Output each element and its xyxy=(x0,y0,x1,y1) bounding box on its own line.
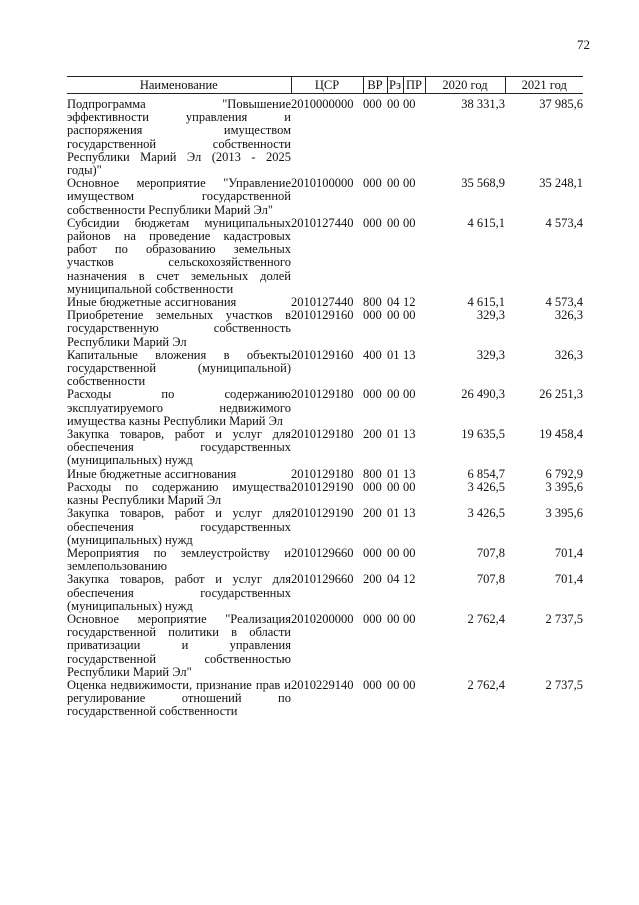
row-pr: 00 xyxy=(403,387,416,402)
table-row xyxy=(67,507,583,547)
row-amount-2020: 38 331,3 xyxy=(461,97,505,111)
row-vr: 000 xyxy=(363,479,382,494)
row-vr: 000 xyxy=(363,308,382,323)
row-amount-2020: 35 568,9 xyxy=(461,176,505,191)
row-rz: 01 xyxy=(387,427,400,442)
row-amount-2020: 19 635,5 xyxy=(461,427,505,442)
row-amount-2020: 4 615,1 xyxy=(467,295,505,310)
row-pr: 00 xyxy=(403,677,416,692)
row-csr: 2010127440 xyxy=(291,215,354,230)
row-csr: 2010129190 xyxy=(291,479,354,494)
header-2021: 2021 год xyxy=(505,77,583,94)
row-amount-2021: 3 395,6 xyxy=(545,506,583,521)
row-vr: 000 xyxy=(363,677,382,692)
row-amount-2021: 4 573,4 xyxy=(545,295,583,310)
row-csr: 2010129660 xyxy=(291,545,354,560)
row-amount-2021: 6 792,9 xyxy=(545,466,583,481)
row-csr: 2010129180 xyxy=(291,427,354,442)
row-rz: 00 xyxy=(387,387,400,402)
row-amount-2020: 3 426,5 xyxy=(467,506,505,521)
row-vr: 000 xyxy=(363,387,382,402)
row-amount-2020: 2 762,4 xyxy=(467,611,505,626)
header-name: Наименование xyxy=(67,77,291,94)
row-pr: 00 xyxy=(403,215,416,230)
row-rz: 00 xyxy=(387,677,400,692)
page-number: 72 xyxy=(577,37,590,52)
table-body xyxy=(67,98,583,719)
row-pr: 12 xyxy=(403,295,416,310)
row-rz: 01 xyxy=(387,347,400,362)
row-pr: 13 xyxy=(403,347,416,362)
row-amount-2021: 37 985,6 xyxy=(539,97,583,111)
header-2020: 2020 год xyxy=(425,77,505,94)
row-amount-2020: 329,3 xyxy=(476,308,505,323)
row-amount-2021: 2 737,5 xyxy=(545,611,583,626)
row-amount-2020: 329,3 xyxy=(476,347,505,362)
row-vr: 000 xyxy=(363,611,382,626)
row-vr: 000 xyxy=(363,215,382,230)
table-row xyxy=(67,679,583,719)
row-amount-2020: 3 426,5 xyxy=(467,479,505,494)
row-amount-2021: 701,4 xyxy=(554,545,583,560)
row-csr: 2010129160 xyxy=(291,347,354,362)
table-row xyxy=(67,428,583,468)
table-header-row xyxy=(67,77,583,94)
row-amount-2020: 26 490,3 xyxy=(461,387,505,402)
table-row xyxy=(67,468,583,481)
row-amount-2020: 707,8 xyxy=(476,545,505,560)
row-amount-2021: 35 248,1 xyxy=(539,176,583,191)
table-row xyxy=(67,309,583,349)
row-pr: 00 xyxy=(403,611,416,626)
row-name: Иные бюджетные ассигнования xyxy=(67,466,237,481)
table-row xyxy=(67,177,583,217)
row-name: Приобретение земельных участков в государственную собственность Республики Марий Эл xyxy=(67,308,291,349)
row-vr: 200 xyxy=(363,427,382,442)
header-rz: Рз xyxy=(387,77,403,94)
header-vr: ВР xyxy=(363,77,387,94)
row-pr: 00 xyxy=(403,545,416,560)
row-vr: 000 xyxy=(363,97,382,111)
row-pr: 13 xyxy=(403,466,416,481)
row-pr: 13 xyxy=(403,427,416,442)
row-name: Иные бюджетные ассигнования xyxy=(67,295,237,310)
row-csr: 2010129180 xyxy=(291,387,354,402)
table-row xyxy=(67,349,583,389)
row-rz: 04 xyxy=(387,295,400,310)
row-name: Основное мероприятие "Реализация государственной политики в области приватизации и управления государственной собственностью Республики Марий Эл" xyxy=(67,611,291,679)
row-rz: 00 xyxy=(387,611,400,626)
row-rz: 00 xyxy=(387,308,400,323)
row-csr: 2010200000 xyxy=(291,611,354,626)
row-amount-2021: 326,3 xyxy=(554,308,583,323)
table-row xyxy=(67,613,583,679)
row-csr: 2010229140 xyxy=(291,677,354,692)
row-rz: 00 xyxy=(387,545,400,560)
row-amount-2020: 707,8 xyxy=(476,572,505,587)
row-rz: 04 xyxy=(387,572,400,587)
row-csr: 2010000000 xyxy=(291,97,354,111)
table-row xyxy=(67,547,583,573)
row-name: Расходы по содержанию эксплуатируемого недвижимого имущества казны Республики Марий Эл xyxy=(67,387,291,428)
row-name: Подпрограмма "Повышение эффективности управления и распоряжения имуществом государственной собственности Республики Марий Эл (2013 - 2025 годы)" xyxy=(67,97,291,178)
row-amount-2020: 4 615,1 xyxy=(467,215,505,230)
header-pr: ПР xyxy=(403,77,425,94)
table-row xyxy=(67,573,583,613)
row-amount-2021: 3 395,6 xyxy=(545,479,583,494)
row-vr: 400 xyxy=(363,347,382,362)
table-row xyxy=(67,388,583,428)
row-rz: 00 xyxy=(387,479,400,494)
row-pr: 00 xyxy=(403,308,416,323)
row-pr: 00 xyxy=(403,97,416,111)
row-csr: 2010100000 xyxy=(291,176,354,191)
row-vr: 200 xyxy=(363,572,382,587)
row-csr: 2010129190 xyxy=(291,506,354,521)
row-name: Оценка недвижимости, признание прав и регулирование отношений по государственной собственности xyxy=(67,677,291,719)
row-name: Закупка товаров, работ и услуг для обеспечения государственных (муниципальных) нужд xyxy=(67,572,291,613)
row-name: Субсидии бюджетам муниципальных районов на проведение кадастровых работ по образованию земельных участков сельскохозяйственного назначения в счет земельных долей муниципальной собственности xyxy=(67,215,291,296)
row-amount-2020: 6 854,7 xyxy=(467,466,505,481)
row-vr: 200 xyxy=(363,506,382,521)
row-vr: 800 xyxy=(363,466,382,481)
row-amount-2021: 26 251,3 xyxy=(539,387,583,402)
table-row xyxy=(67,481,583,507)
table-row xyxy=(67,98,583,177)
row-pr: 00 xyxy=(403,176,416,191)
row-pr: 00 xyxy=(403,479,416,494)
row-amount-2020: 2 762,4 xyxy=(467,677,505,692)
header-csr: ЦСР xyxy=(291,77,363,94)
row-csr: 2010127440 xyxy=(291,295,354,310)
row-name: Основное мероприятие "Управление имуществом государственной собственности Республики Марий Эл" xyxy=(67,176,291,217)
row-amount-2021: 19 458,4 xyxy=(539,427,583,442)
row-rz: 00 xyxy=(387,97,400,111)
row-amount-2021: 4 573,4 xyxy=(545,215,583,230)
table-row xyxy=(67,217,583,296)
row-amount-2021: 326,3 xyxy=(554,347,583,362)
row-vr: 000 xyxy=(363,176,382,191)
row-rz: 00 xyxy=(387,215,400,230)
row-name: Мероприятия по землеустройству и землепользованию xyxy=(67,545,291,574)
row-name: Закупка товаров, работ и услуг для обеспечения государственных (муниципальных) нужд xyxy=(67,506,291,547)
row-rz: 01 xyxy=(387,506,400,521)
row-vr: 800 xyxy=(363,295,382,310)
row-vr: 000 xyxy=(363,545,382,560)
row-csr: 2010129180 xyxy=(291,466,354,481)
row-name: Закупка товаров, работ и услуг для обеспечения государственных (муниципальных) нужд xyxy=(67,427,291,468)
budget-table xyxy=(67,76,583,719)
row-rz: 00 xyxy=(387,176,400,191)
row-amount-2021: 701,4 xyxy=(554,572,583,587)
row-csr: 2010129160 xyxy=(291,308,354,323)
row-pr: 13 xyxy=(403,506,416,521)
row-name: Капитальные вложения в объекты государственной (муниципальной) собственности xyxy=(67,347,291,389)
row-name: Расходы по содержанию имущества казны Республики Марий Эл xyxy=(67,479,291,508)
row-rz: 01 xyxy=(387,466,400,481)
row-pr: 12 xyxy=(403,572,416,587)
row-amount-2021: 2 737,5 xyxy=(545,677,583,692)
row-csr: 2010129660 xyxy=(291,572,354,587)
